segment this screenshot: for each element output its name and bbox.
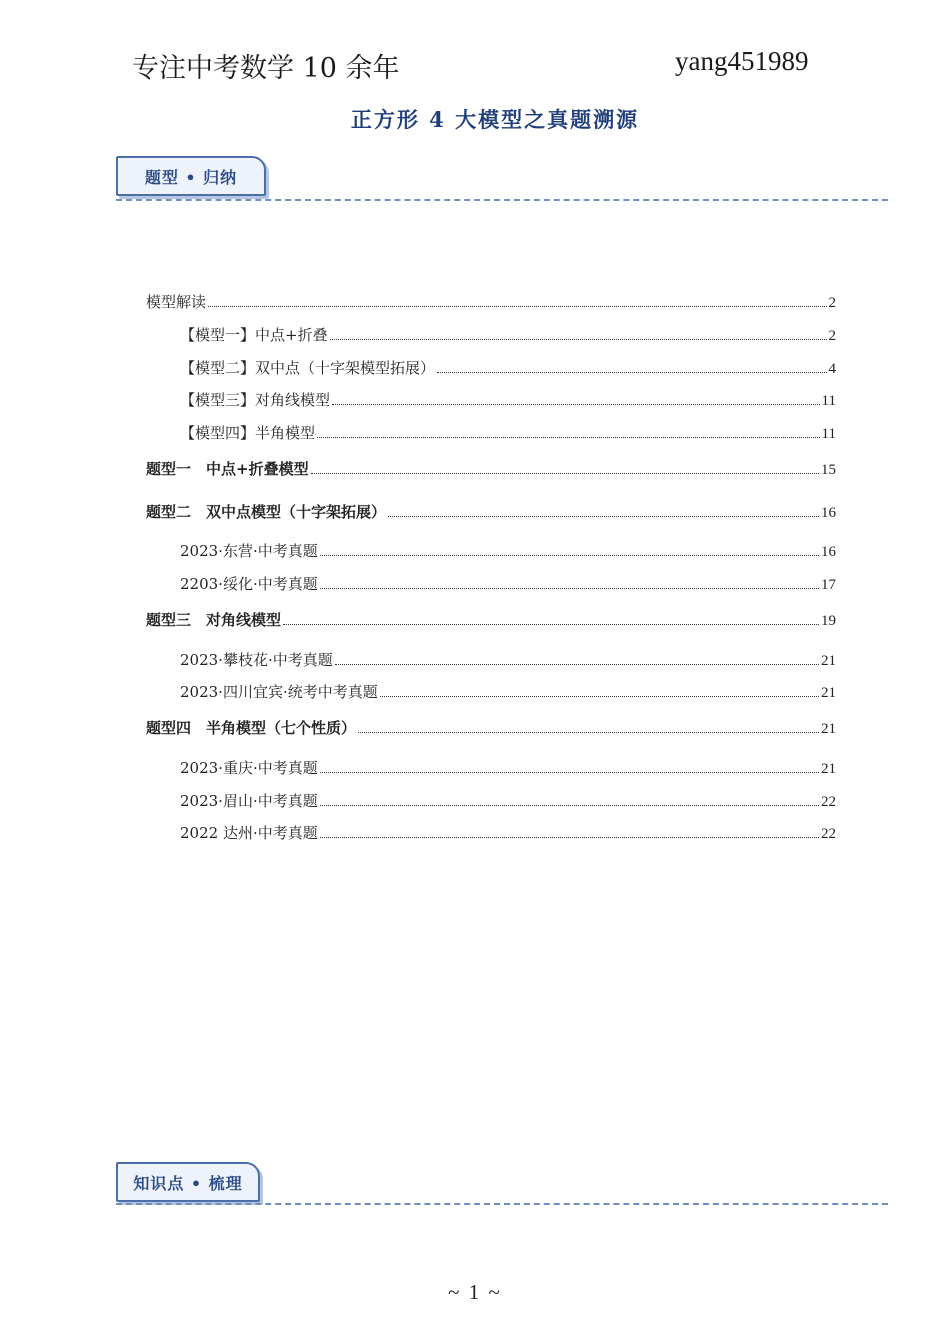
- toc-entry-label: 【模型一】中点+折叠: [180, 326, 328, 344]
- toc-entry-label: 2022 达州·中考真题: [180, 824, 318, 842]
- toc-entry[interactable]: [180, 570, 836, 594]
- toc-entry[interactable]: [180, 419, 836, 443]
- toc-leader-dots: [332, 403, 820, 405]
- section-divider: [116, 199, 888, 201]
- toc-entry-page: 4: [828, 361, 836, 377]
- header-subject-text: 专注中考数学 10 余年: [132, 53, 400, 84]
- toc-leader-dots: [208, 305, 826, 307]
- toc-entry[interactable]: [146, 498, 836, 522]
- toc-leader-dots: [320, 804, 819, 806]
- toc-leader-dots: [320, 771, 819, 773]
- toc-entry-label: 2023·重庆·中考真题: [180, 759, 318, 777]
- toc-leader-dots: [317, 436, 820, 438]
- toc-entry[interactable]: [180, 646, 836, 670]
- toc-entry-page: 21: [821, 721, 836, 737]
- section-divider: [116, 1203, 888, 1205]
- toc-entry[interactable]: [180, 354, 836, 378]
- toc-leader-dots: [330, 338, 827, 340]
- toc-entry-label: 题型四 半角模型（七个性质）: [146, 719, 357, 737]
- toc-leader-dots: [358, 731, 819, 733]
- toc-entry-page: 19: [821, 613, 836, 629]
- toc-entry-page: 15: [821, 462, 836, 478]
- toc-entry[interactable]: [180, 754, 836, 778]
- toc-entry-label: 【模型四】半角模型: [180, 424, 316, 442]
- toc-entry-label: 2203·绥化·中考真题: [180, 575, 318, 593]
- toc-entry-label: 题型二 双中点模型（十字架拓展）: [146, 503, 387, 521]
- section-tag-summary: 题型 • 归纳: [116, 156, 266, 196]
- toc-entry[interactable]: [180, 321, 836, 345]
- toc-entry-page: 22: [821, 794, 836, 810]
- toc-entry[interactable]: [180, 819, 836, 843]
- toc-leader-dots: [320, 587, 819, 589]
- toc-leader-dots: [320, 554, 819, 556]
- toc-entry-label: 题型一 中点+折叠模型: [146, 460, 309, 478]
- toc-entry-label: 模型解读: [146, 293, 207, 311]
- toc-entry-page: 22: [821, 826, 836, 842]
- toc-leader-dots: [320, 836, 819, 838]
- toc-leader-dots: [380, 695, 819, 697]
- toc-entry-page: 17: [821, 577, 836, 593]
- toc-entry[interactable]: [146, 606, 836, 630]
- toc-entry-page: 16: [821, 505, 836, 521]
- toc-entry-label: 2023·四川宜宾·统考中考真题: [180, 683, 378, 701]
- toc-entry[interactable]: [180, 386, 836, 410]
- toc-entry-page: 21: [821, 685, 836, 701]
- toc-entry-label: 2023·眉山·中考真题: [180, 792, 318, 810]
- toc-entry-page: 2: [828, 295, 836, 311]
- toc-entry-label: 【模型二】双中点（十字架模型拓展）: [180, 359, 436, 377]
- toc-entry[interactable]: [146, 288, 836, 312]
- toc-entry-label: 2023·东营·中考真题: [180, 542, 318, 560]
- toc-leader-dots: [283, 623, 819, 625]
- header-author-id: yang451989: [675, 46, 809, 76]
- toc-leader-dots: [388, 515, 819, 517]
- toc-entry-label: 2023·攀枝花·中考真题: [180, 651, 333, 669]
- section-tag-knowledge: 知识点 • 梳理: [116, 1162, 260, 1202]
- toc-entry-page: 11: [821, 393, 836, 409]
- toc-entry[interactable]: [146, 714, 836, 738]
- toc-leader-dots: [335, 663, 819, 665]
- toc-entry-page: 11: [821, 426, 836, 442]
- toc-entry[interactable]: [180, 678, 836, 702]
- page-number: ~ 1 ~: [448, 1280, 502, 1304]
- toc-entry-label: 【模型三】对角线模型: [180, 391, 331, 409]
- toc-entry-page: 21: [821, 761, 836, 777]
- toc-entry-label: 题型三 对角线模型: [146, 611, 282, 629]
- toc-entry[interactable]: [146, 455, 836, 479]
- toc-leader-dots: [437, 371, 826, 373]
- toc-entry-page: 2: [828, 328, 836, 344]
- toc-entry-page: 16: [821, 544, 836, 560]
- toc-leader-dots: [311, 472, 819, 474]
- toc-entry[interactable]: [180, 537, 836, 561]
- toc-entry[interactable]: [180, 787, 836, 811]
- document-title: 正方形 4 大模型之真题溯源: [350, 107, 640, 132]
- toc-entry-page: 21: [821, 653, 836, 669]
